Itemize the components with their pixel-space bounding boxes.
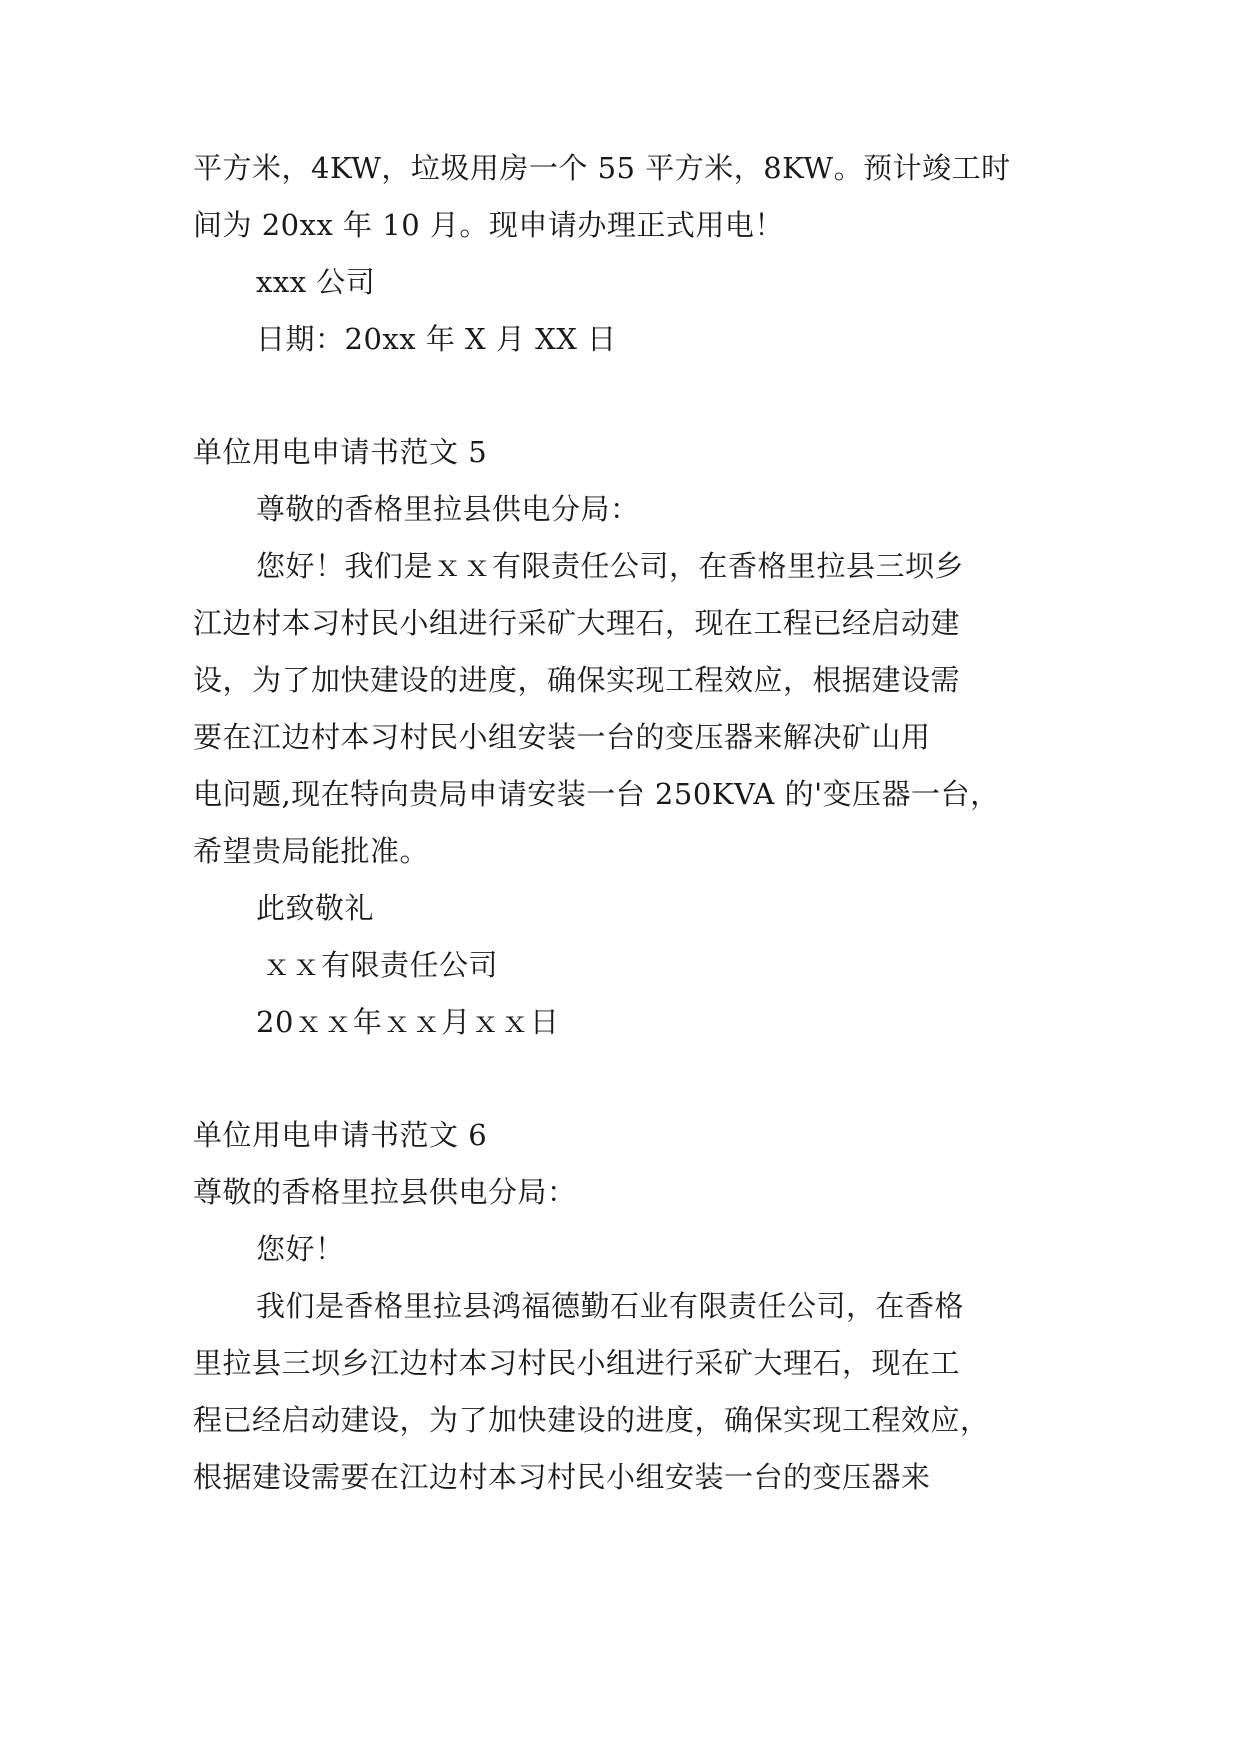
sample5-body-line-3: 设，为了加快建设的进度，确保实现工程效应，根据建设需 <box>193 663 961 697</box>
sample5-salutation: 尊敬的香格里拉县供电分局： <box>256 492 640 526</box>
sample5-date: 20ｘｘ年ｘｘ月ｘｘ日 <box>256 1005 560 1039</box>
intro-company: xxx 公司 <box>256 265 376 299</box>
sample5-body-line-1: 您好！我们是ｘｘ有限责任公司，在香格里拉县三坝乡 <box>256 549 965 583</box>
sample5-body-line-2: 江边村本习村民小组进行采矿大理石，现在工程已经启动建 <box>193 606 961 640</box>
sample5-body-line-4: 要在江边村本习村民小组安装一台的变压器来解决矿山用 <box>193 720 931 754</box>
sample6-body-line-1: 我们是香格里拉县鸿福德勤石业有限责任公司，在香格 <box>256 1289 965 1323</box>
sample6-greeting: 您好！ <box>256 1232 345 1266</box>
sample5-signature: ｘｘ有限责任公司 <box>262 948 499 982</box>
sample6-heading: 单位用电申请书范文 6 <box>193 1118 488 1152</box>
sample5-body-line-6: 希望贵局能批准。 <box>193 834 430 868</box>
sample6-body-line-3: 程已经启动建设，为了加快建设的进度，确保实现工程效应， <box>193 1403 990 1437</box>
sample5-closing: 此致敬礼 <box>256 891 375 925</box>
sample6-body-line-4: 根据建设需要在江边村本习村民小组安装一台的变压器来 <box>193 1460 931 1494</box>
intro-line-2: 间为 20xx 年 10 月。现申请办理正式用电！ <box>193 208 784 242</box>
intro-line-1: 平方米，4KW，垃圾用房一个 55 平方米，8KW。预计竣工时 <box>193 151 1011 185</box>
intro-date: 日期：20xx 年 X 月 XX 日 <box>256 322 617 356</box>
sample5-heading: 单位用电申请书范文 5 <box>193 435 488 469</box>
sample6-salutation: 尊敬的香格里拉县供电分局： <box>193 1175 577 1209</box>
sample6-body-line-2: 里拉县三坝乡江边村本习村民小组进行采矿大理石，现在工 <box>193 1346 961 1380</box>
sample5-body-line-5: 电问题,现在特向贵局申请安装一台 250KVA 的'变压器一台， <box>193 777 1000 811</box>
